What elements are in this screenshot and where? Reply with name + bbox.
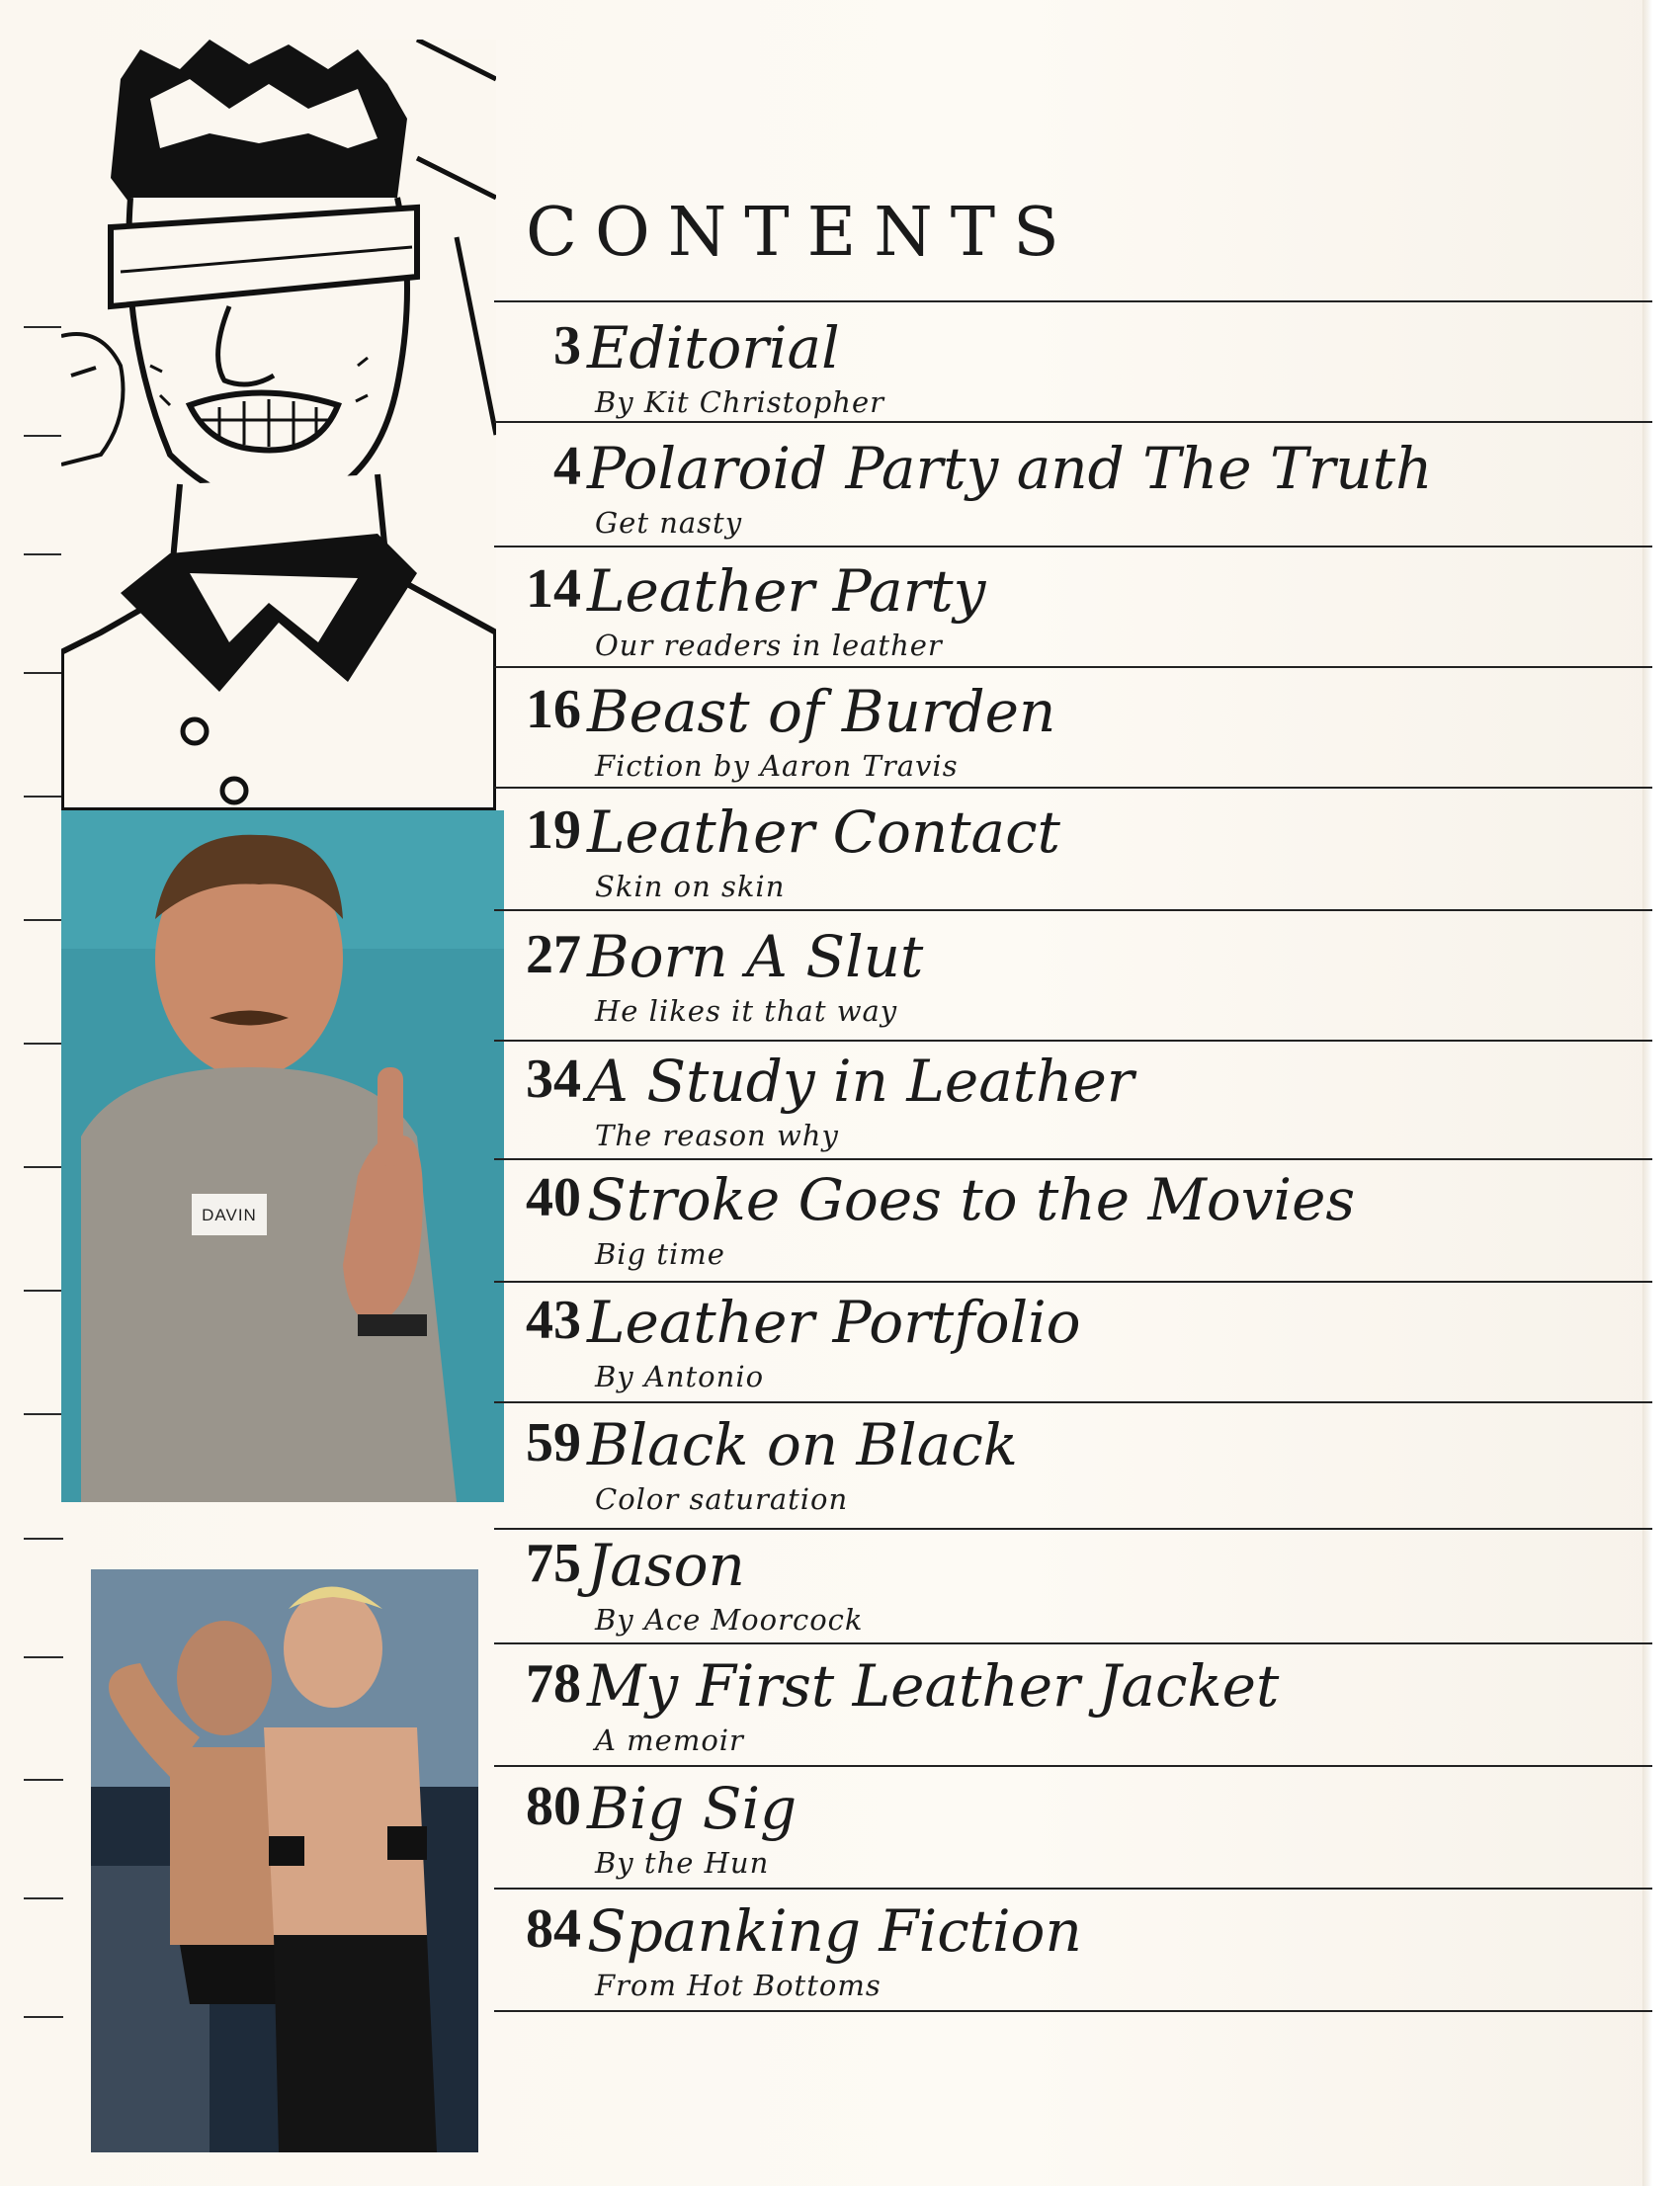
page-number: 4 [553,436,581,497]
margin-tick [24,1538,63,1540]
margin-tick [24,1043,63,1045]
page-number: 34 [526,1049,581,1110]
margin-tick [24,1166,63,1168]
divider [494,1528,1652,1530]
divider [494,666,1652,668]
article-title: Spanking Fiction [587,1897,1082,1965]
margin-tick [24,435,63,437]
leather-photo [91,1569,478,2152]
margin-tick [24,553,63,555]
article-subtitle: Fiction by Aaron Travis [595,749,959,783]
margin-tick [24,326,63,328]
article-title: Stroke Goes to the Movies [587,1166,1356,1233]
page-number: 59 [526,1412,581,1473]
divider [494,1888,1652,1890]
page-number: 27 [526,924,581,985]
blindfold-illustration [61,40,496,810]
page-number: 14 [526,558,581,620]
name-tag: DAVIN [202,1206,257,1224]
margin-tick [24,2016,63,2018]
article-subtitle: By the Hun [595,1846,770,1880]
article-title: Leather Portfolio [587,1289,1081,1356]
portrait-photo [61,810,504,1502]
page-number: 16 [526,679,581,740]
margin-tick [24,1413,63,1415]
article-title: Polaroid Party and The Truth [587,435,1433,502]
article-title: Born A Slut [587,923,924,990]
page-number: 75 [526,1533,581,1594]
article-subtitle: By Ace Moorcock [595,1603,864,1637]
divider [494,2010,1652,2012]
contents-heading: CONTENTS [526,194,1077,272]
page-number: 3 [553,315,581,377]
article-title: Big Sig [587,1775,798,1842]
margin-tick [24,1656,63,1658]
divider [494,1158,1652,1160]
article-subtitle: By Antonio [595,1360,765,1393]
margin-tick [24,1290,63,1292]
article-subtitle: From Hot Bottoms [595,1969,882,2002]
article-subtitle: A memoir [595,1724,744,1757]
article-title: My First Leather Jacket [587,1652,1280,1720]
divider [494,787,1652,789]
margin-tick [24,919,63,921]
article-subtitle: Get nasty [595,506,743,540]
article-title: Editorial [587,314,840,381]
page-number: 78 [526,1653,581,1715]
article-subtitle: He likes it that way [595,994,898,1028]
page-number: 40 [526,1167,581,1228]
divider [494,909,1652,911]
divider [494,421,1652,423]
divider [494,1040,1652,1042]
divider [494,1401,1652,1403]
scan-edge [1642,0,1652,2186]
article-title: Leather Party [587,557,986,625]
margin-tick [24,796,63,798]
article-subtitle: Big time [595,1237,725,1271]
page-edge [1652,0,1680,2186]
margin-tick [24,1779,63,1781]
margin-tick [24,1897,63,1899]
article-subtitle: Skin on skin [595,870,786,903]
article-title: Leather Contact [587,799,1060,866]
divider [494,546,1652,547]
article-subtitle: Our readers in leather [595,629,943,662]
page-number: 80 [526,1776,581,1837]
article-title: Jason [587,1532,745,1599]
divider [494,1765,1652,1767]
divider [494,300,1652,302]
page-number: 19 [526,799,581,861]
margin-tick [24,672,63,674]
page-number: 84 [526,1898,581,1960]
article-title: A Study in Leather [587,1048,1134,1115]
divider [494,1281,1652,1283]
article-subtitle: By Kit Christopher [595,385,884,419]
article-subtitle: The reason why [595,1119,839,1152]
article-title: Black on Black [587,1411,1018,1478]
article-title: Beast of Burden [587,678,1056,745]
divider [494,1642,1652,1644]
article-subtitle: Color saturation [595,1482,849,1516]
page-number: 43 [526,1290,581,1351]
